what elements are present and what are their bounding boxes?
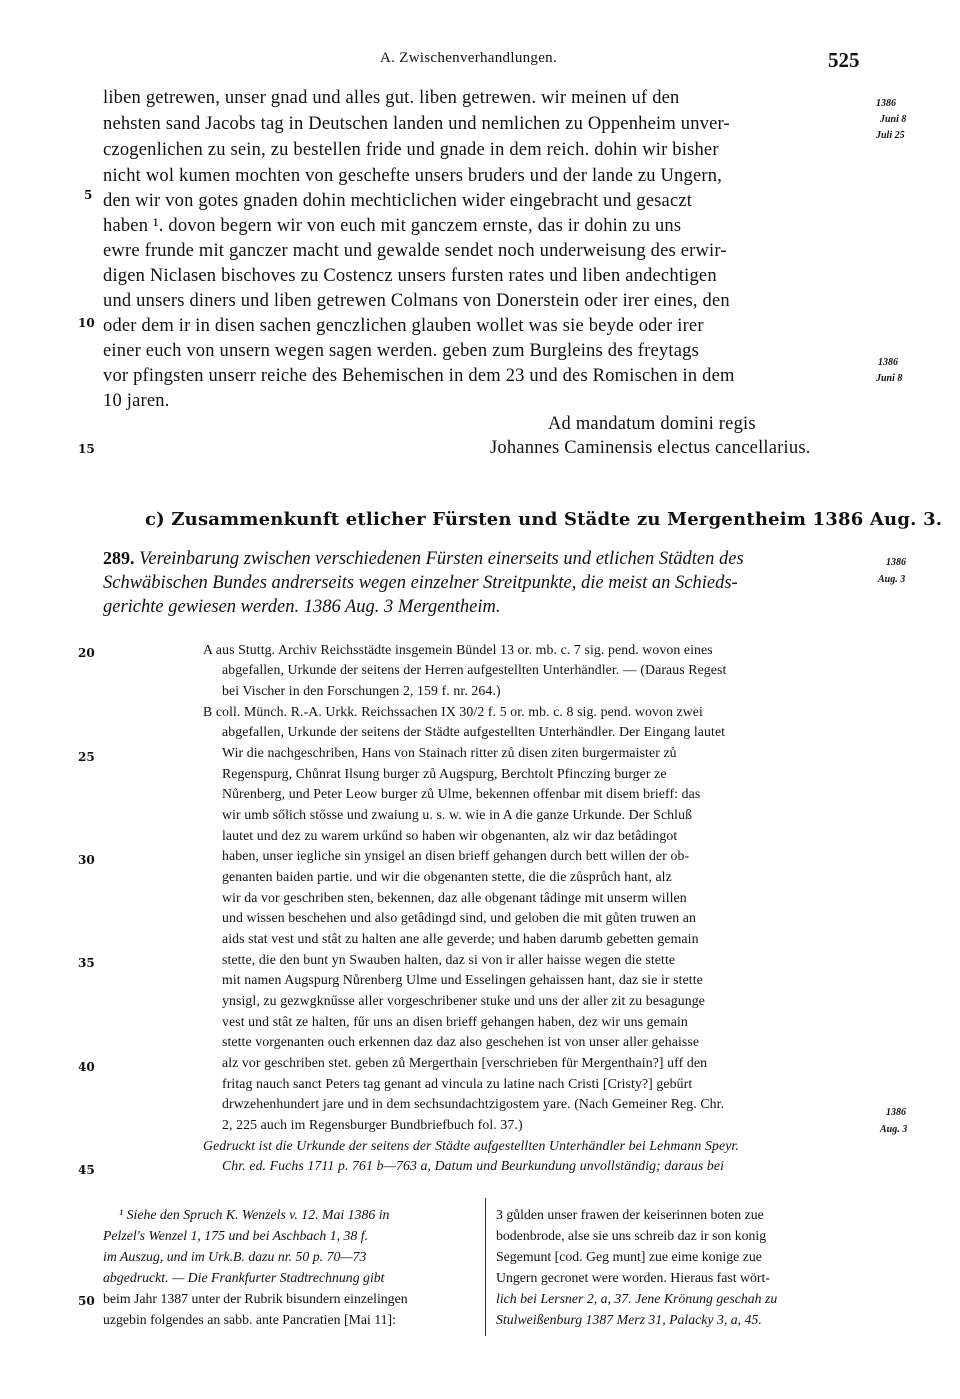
apparatus-line: genanten baiden partie. und wir die obgenanten stette, die die zůsprůch hant, alz xyxy=(222,869,672,884)
apparatus-line: A aus Stuttg. Archiv Reichsstädte insgemein Bündel 13 or. mb. c. 7 sig. pend. wovon eines xyxy=(203,642,713,657)
section-heading: c) Zusammenkunft etlicher Fürsten und Städte zu Mergentheim 1386 Aug. 3. xyxy=(145,509,943,530)
letter-line: nicht wol kumen mochten von geschefte unsers bruders und der lande zu Ungern, xyxy=(103,166,723,186)
letter-line: und unsers diners und liben getrewen Colmans von Donerstein oder irer eines, den xyxy=(103,291,730,311)
apparatus-line: haben, unser iegliche sin ynsigel an disen brieff gehangen durch bett willen der ob- xyxy=(222,848,690,863)
letter-line: einer euch von unsern wegen sagen werden. geben zum Burgleins des freytags xyxy=(103,341,699,361)
margin-date: 1386 xyxy=(878,357,898,368)
line-number: 45 xyxy=(78,1163,95,1177)
apparatus-line: bei Vischer in den Forschungen 2, 159 f. nr. 264.) xyxy=(222,683,501,698)
line-number: 30 xyxy=(78,853,95,867)
margin-date: Juni 8 xyxy=(880,114,907,125)
letter-line: ewre frunde mit ganczer macht und gewalde sendet noch underweisung des erwir- xyxy=(103,241,727,261)
apparatus-line: wir umb sőlich stősse und zwaiung u. s. w. wie in A die ganze Urkunde. Der Schluß xyxy=(222,807,693,822)
letter-line: digen Niclasen bischoves zu Costencz unsers fursten rates und liben andechtigen xyxy=(103,266,717,286)
apparatus-line: 2, 225 auch im Regensburger Bundbriefbuch fol. 37.) xyxy=(222,1117,523,1132)
letter-line: den wir von gotes gnaden dohin mechticlichen wider eingebracht und gesaczt xyxy=(103,191,693,211)
apparatus-line: fritag nauch sanct Peters tag genant ad vincula zu latine nach Cristi [Cristy?] gebűrt xyxy=(222,1076,693,1091)
apparatus-line: abgefallen, Urkunde der seitens der Herren aufgestellten Unterhändler. — (Daraus Regest xyxy=(222,662,727,677)
line-number: 20 xyxy=(78,646,95,660)
line-number: 25 xyxy=(78,750,95,764)
margin-date: 1386 xyxy=(876,98,896,109)
apparatus-line: B coll. Münch. R.-A. Urkk. Reichssachen IX 30/2 f. 5 or. mb. c. 8 sig. pend. wovon zwei xyxy=(203,704,703,719)
footnote-line: ¹ Siehe den Spruch K. Wenzels v. 12. Mai 1386 in xyxy=(119,1207,390,1222)
apparatus-line: drwzehenhundert jare und in dem sechsundachtzigostem yare. (Nach Gemeiner Reg. Chr. xyxy=(222,1096,725,1111)
letter-line: vor pfingsten unserr reiche des Behemischen in dem 23 und des Romischen in dem xyxy=(103,366,735,386)
margin-date: Aug. 3 xyxy=(878,574,906,585)
line-number: 40 xyxy=(78,1060,95,1074)
footnote-line: beim Jahr 1387 unter der Rubrik bisundern einzelingen xyxy=(103,1291,408,1306)
footnote-line: Ungern gecronet were worden. Hieraus fast wört- xyxy=(496,1270,770,1285)
letter-line: oder dem ir in disen sachen genczlichen glauben wollet was sie beyde oder irer xyxy=(103,316,704,336)
footnote-line: bodenbrode, alse sie uns schreib daz ir son konig xyxy=(496,1228,767,1243)
apparatus-line: stette vorgenanten ouch erkennen daz daz also geschehen ist von unser aller gehaisse xyxy=(222,1034,700,1049)
margin-date: 1386 xyxy=(886,1107,906,1118)
apparatus-line: ynsigl, zu gezwgknűsse aller vorgeschribener stuke und uns der aller zit zu besagunge xyxy=(222,993,705,1008)
apparatus-line: stette, die den bunt yn Swauben halten, daz si von ir aller haisse wegen die stette xyxy=(222,952,676,967)
letter-line: nehsten sand Jacobs tag in Deutschen landen und nemlichen zu Oppenheim unver- xyxy=(103,114,730,134)
letter-line: liben getrewen, unser gnad und alles gut. liben getrewen. wir meinen uf den xyxy=(103,88,680,108)
apparatus-line: Regenspurg, Chůnrat Ilsung burger zů Augspurg, Berchtolt Pfinczing burger ze xyxy=(222,766,667,781)
regest-line: gerichte gewiesen werden. 1386 Aug. 3 Mergentheim. xyxy=(103,597,501,617)
footnote-line: uzgebin folgendes an sabb. ante Pancratien [Mai 11]: xyxy=(103,1312,396,1327)
letter-line: haben ¹. dovon begern wir von euch mit ganczem ernste, das ir dohin zu uns xyxy=(103,216,682,236)
margin-date: Juni 8 xyxy=(876,373,903,384)
page-number: 525 xyxy=(828,48,860,72)
footnote-line: Pelzel's Wenzel 1, 175 und bei Aschbach 1, 38 f. xyxy=(103,1228,369,1243)
footnote-line: Stulweißenburg 1387 Merz 31, Palacky 3, a, 45. xyxy=(496,1312,762,1327)
footnote-divider xyxy=(485,1198,486,1336)
line-number: 5 xyxy=(84,188,93,202)
apparatus-line: mit namen Augspurg Nůrenberg Ulme und Esselingen gehaissen hant, daz sie ir stette xyxy=(222,972,703,987)
margin-date: Aug. 3 xyxy=(880,1124,908,1135)
apparatus-line: alz vor geschriben stet. geben zů Mergerthain [verschrieben für Mergenthain?] uff den xyxy=(222,1055,708,1070)
letter-line: 10 jaren. xyxy=(103,391,170,411)
apparatus-line: lautet und dez zu warem urkűnd so haben wir obgenanten, alz wir daz betâdingot xyxy=(222,828,678,843)
apparatus-line: aids stat vest und stât zu halten ane alle geverde; und haben darumb gebetten gemain xyxy=(222,931,699,946)
document-number: 289. xyxy=(103,548,135,568)
margin-date: Juli 25 xyxy=(876,130,905,141)
footnote-line: abgedruckt. — Die Frankfurter Stadtrechnung gibt xyxy=(103,1270,385,1285)
footnote-line: lich bei Lersner 2, a, 37. Jene Krönung geschah zu xyxy=(496,1291,778,1306)
footnote-line: im Auszug, und im Urk.B. dazu nr. 50 p. 70—73 xyxy=(103,1249,367,1264)
footnote-line: Segemunt [cod. Geg munt] zue eime konige zue xyxy=(496,1249,762,1264)
running-title: A. Zwischenverhandlungen. xyxy=(380,50,558,66)
line-number: 35 xyxy=(78,956,95,970)
line-number: 15 xyxy=(78,442,95,456)
margin-date: 1386 xyxy=(886,557,906,568)
letter-line: czogenlichen zu sein, zu bestellen fride und gnade in dem reich. dohin wir bisher xyxy=(103,140,719,160)
apparatus-line: wir da vor geschriben sten, bekennen, daz alle obgenant tâdinge mit unserm willen xyxy=(222,890,687,905)
apparatus-line: und wissen beschehen und also getâdingd sind, und geloben die mit gůten truwen an xyxy=(222,910,697,925)
apparatus-line: Chr. ed. Fuchs 1711 p. 761 b—763 a, Datum und Beurkundung unvollständig; daraus bei xyxy=(222,1158,725,1173)
line-number: 10 xyxy=(78,316,95,330)
apparatus-line: Wir die nachgeschriben, Hans von Stainach ritter zů disen ziten burgermaister zů xyxy=(222,745,677,760)
apparatus-line: Gedruckt ist die Urkunde der seitens der Städte aufgestellten Unterhändler bei Lehmann Speyr. xyxy=(203,1138,739,1153)
apparatus-line: vest und stât ze halten, fűr uns an disen brieff gehangen haben, dez wir uns gemain xyxy=(222,1014,688,1029)
apparatus-line: Nůrenberg, und Peter Leow burger zů Ulme, bekennen offenbar mit disem brieff: das xyxy=(222,786,701,801)
regest-line: 289. Vereinbarung zwischen verschiedenen Fürsten einerseits und etlichen Städten des xyxy=(103,548,744,569)
signature-line: Johannes Caminensis electus cancellarius. xyxy=(490,438,811,458)
line-number: 50 xyxy=(78,1294,95,1308)
apparatus-line: abgefallen, Urkunde der seitens der Städte aufgestellten Unterhändler. Der Eingang lautet xyxy=(222,724,726,739)
signature-line: Ad mandatum domini regis xyxy=(548,414,756,434)
footnote-line: 3 gůlden unser frawen der keiserinnen boten zue xyxy=(496,1207,764,1222)
regest-line: Schwäbischen Bundes andrerseits wegen einzelner Streitpunkte, die meist an Schieds- xyxy=(103,573,738,593)
